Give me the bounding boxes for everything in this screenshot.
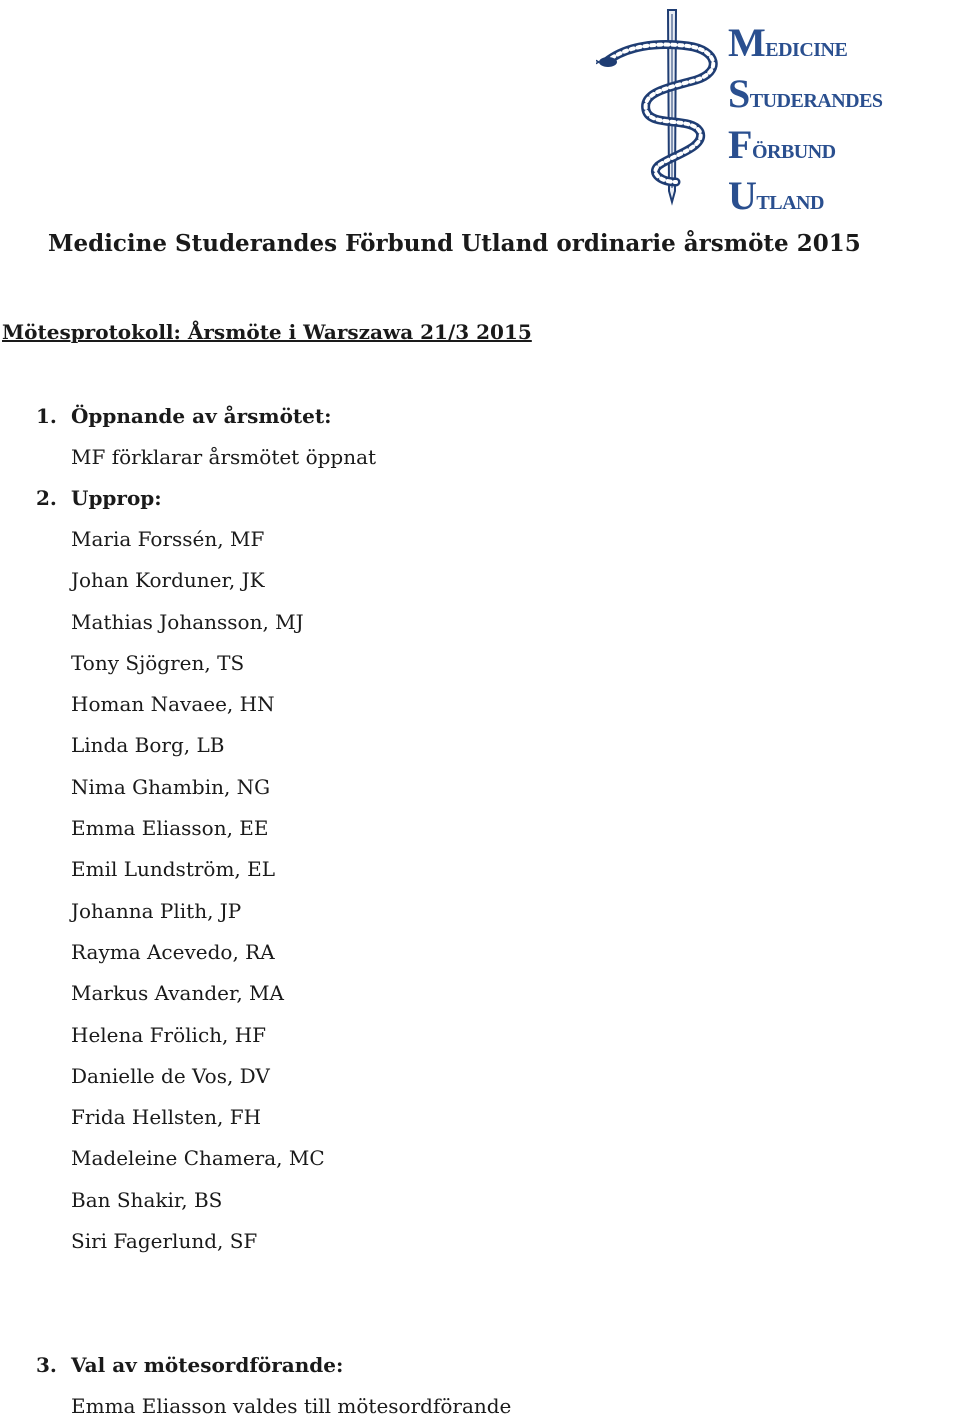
logo-wordmark — [728, 20, 883, 224]
document-title: Medicine Studerandes Förbund Utland ordinarie årsmöte 2015 — [48, 230, 861, 257]
attendee-entry: Siri Fagerlund, SF — [71, 1229, 258, 1254]
attendee-entry: Frida Hellsten, FH — [71, 1105, 262, 1130]
organization-logo — [596, 6, 956, 218]
attendee-entry: Markus Avander, MA — [71, 981, 284, 1006]
attendee-entry: Maria Forssén, MF — [71, 527, 265, 551]
attendee-entry: Mathias Johansson, MJ — [71, 609, 304, 634]
attendee-entry: Rayma Acevedo, RA — [71, 939, 275, 964]
attendee-entry: Johan Korduner, JK — [71, 568, 265, 593]
attendee-entry: Emil Lundström, EL — [71, 857, 276, 882]
attendee-entry: Emma Eliasson, EE — [71, 816, 269, 841]
attendee-entry: Ban Shakir, BS — [71, 1187, 223, 1212]
attendee-entry: Johanna Plith, JP — [71, 898, 242, 923]
agenda-item-number: 2. — [36, 486, 57, 510]
attendee-entry: Nima Ghambin, NG — [71, 774, 271, 799]
agenda-item-number: 1. — [36, 404, 57, 428]
agenda-item-text: Emma Eliasson valdes till mötesordförande — [71, 1394, 512, 1418]
agenda-item-title: Val av mötesordförande: — [71, 1353, 344, 1377]
attendee-entry: Madeleine Chamera, MC — [71, 1146, 325, 1171]
rod-of-asclepius-icon — [596, 6, 726, 206]
agenda-item-heading — [36, 478, 325, 519]
agenda-item-chair-election — [36, 1345, 511, 1427]
document-subtitle: Mötesprotokoll: Årsmöte i Warszawa 21/3 2015 — [2, 320, 532, 344]
agenda-item-heading — [36, 1345, 511, 1386]
agenda-item-number: 3. — [36, 1353, 57, 1377]
attendee-entry: Helena Frölich, HF — [71, 1022, 267, 1047]
attendee-entry: Tony Sjögren, TS — [71, 650, 245, 675]
logo-line: Utland — [728, 173, 824, 218]
agenda-item-opening — [36, 396, 376, 478]
agenda-item-text: MF förklarar årsmötet öppnat — [71, 445, 377, 469]
logo-line: Medicine — [728, 20, 848, 65]
agenda-item-roll-call — [36, 478, 325, 1262]
logo-line: Studerandes — [728, 71, 883, 116]
agenda-item-heading — [36, 396, 376, 437]
logo-line: Förbund — [728, 122, 836, 167]
agenda-item-title: Upprop: — [71, 486, 162, 510]
attendee-entry: Danielle de Vos, DV — [71, 1063, 270, 1088]
attendee-entry: Homan Navaee, HN — [71, 692, 275, 717]
agenda-item-title: Öppnande av årsmötet: — [71, 404, 332, 428]
attendee-entry: Linda Borg, LB — [71, 733, 225, 758]
